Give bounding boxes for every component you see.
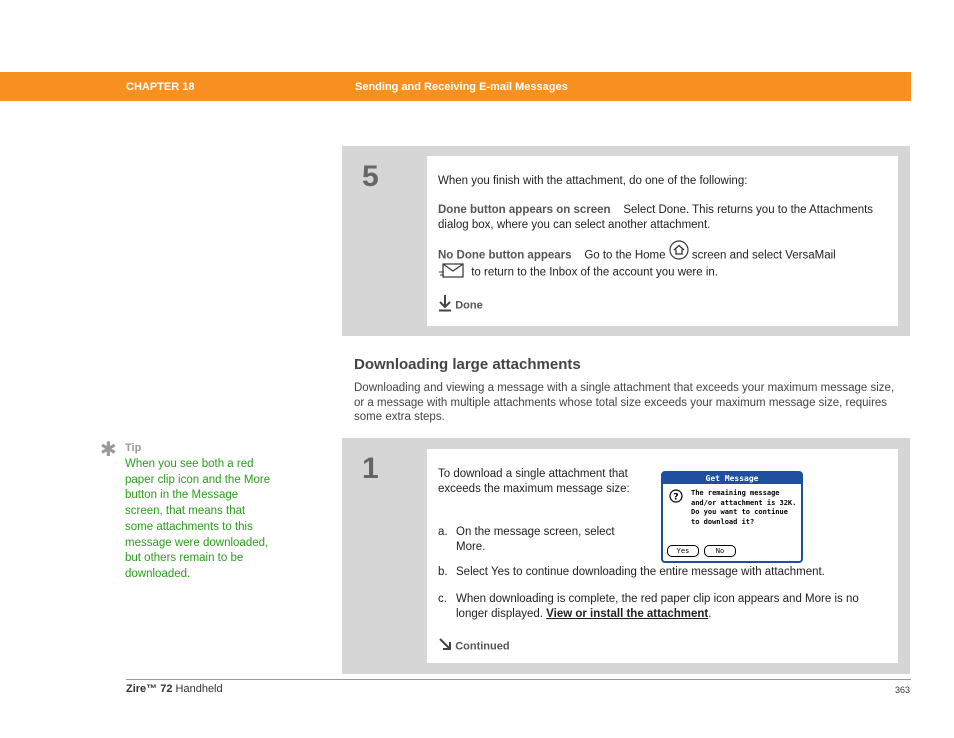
step-1-intro: To download a single attachment that exceeds the maximum message size: <box>438 468 630 495</box>
item-c-end: . <box>708 607 712 620</box>
continued-marker <box>438 637 510 656</box>
step-1-number: 1 <box>362 452 379 485</box>
section-heading: Downloading large attachments <box>354 356 581 373</box>
step-1-item-b <box>438 565 893 580</box>
step-5-option-1 <box>438 203 888 232</box>
chapter-header-bar <box>0 72 911 101</box>
page-number: 363 <box>895 685 911 695</box>
done-marker <box>438 294 483 317</box>
step-1-item-c <box>438 592 893 621</box>
dialog-no-button[interactable]: No <box>704 545 736 557</box>
view-install-attachment-link[interactable]: View or install the attachment <box>546 607 709 620</box>
chapter-label: CHAPTER 18 <box>126 81 195 93</box>
dialog-yes-button[interactable]: Yes <box>667 545 699 557</box>
item-c-text: When downloading is complete, the red paper clip icon appears and More is no longer displayed. <box>456 593 859 620</box>
get-message-dialog <box>661 471 803 563</box>
down-arrow-icon <box>438 294 452 317</box>
tip-label: Tip <box>125 442 142 454</box>
section-body: Downloading and viewing a message with a single attachment that exceeds your maximum message size, or a message with multiple attachments whose total size exceeds your maximum message size, requires some extra steps. <box>354 382 895 423</box>
option-2-text-b: screen and select VersaMail <box>691 249 836 262</box>
item-a-marker: a. <box>438 526 448 538</box>
tip-star-icon: ✱ <box>100 439 117 461</box>
item-c-marker: c. <box>438 593 447 605</box>
item-b-marker: b. <box>438 566 448 578</box>
question-icon <box>669 489 683 503</box>
step-5-intro: When you finish with the attachment, do one of the following: <box>438 175 748 187</box>
item-b-text: Select Yes to continue downloading the entire message with attachment. <box>456 566 825 578</box>
step-5-box <box>342 146 910 336</box>
footer-divider <box>126 679 911 680</box>
footer-product-brand: Zire™ 72 <box>126 683 173 695</box>
chapter-title: Sending and Receiving E-mail Messages <box>355 81 568 93</box>
step-1-item-a <box>438 525 638 554</box>
option-1-text: Select Done. This returns you to the Attachments dialog box, where you can select another attachment. <box>438 204 874 231</box>
versamail-icon <box>438 260 466 285</box>
svg-text:?: ? <box>673 492 679 503</box>
continued-arrow-icon <box>438 637 452 656</box>
footer-product-rest: Handheld <box>172 683 223 695</box>
done-label: Done <box>455 299 483 312</box>
dialog-message: The remaining message and/or attachment is 32K. Do you want to continue to download it? <box>691 489 797 526</box>
option-2-text-a: Go to the Home <box>584 249 666 262</box>
step-5-number: 5 <box>362 160 379 193</box>
step-5-content <box>427 156 898 326</box>
step-1-content <box>427 449 898 663</box>
step-1-box <box>342 438 910 674</box>
step-5-option-2-line2 <box>438 260 888 285</box>
option-2-label: No Done button appears <box>438 249 572 262</box>
item-c-body <box>456 592 893 621</box>
continued-label: Continued <box>455 640 510 653</box>
option-2-text-c: to return to the Inbox of the account you were in. <box>471 266 718 279</box>
dialog-title: Get Message <box>663 473 801 484</box>
tip-text: When you see both a red paper clip icon and the More button in the Message screen, that means that some attachments to this message were downloaded, but others remain to be downloaded. <box>125 458 271 580</box>
option-1-label: Done button appears on screen <box>438 204 611 216</box>
footer-product <box>126 683 223 695</box>
item-a-text: On the message screen, select More. <box>456 526 615 553</box>
